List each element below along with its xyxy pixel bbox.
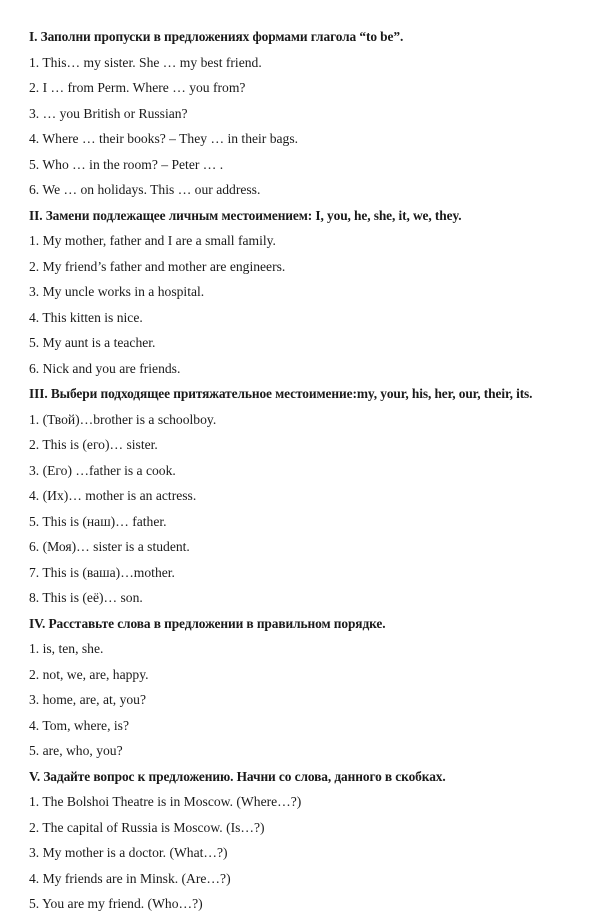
section-1-item-5: 5. Who … in the room? – Peter … .: [29, 156, 224, 172]
section-5-heading: V. Задайте вопрос к предложению. Начни со слова, данного в скобках.: [29, 768, 446, 784]
section-3-item-5: 5. This is (наш)… father.: [29, 513, 167, 529]
section-4-item-3: 3. home, are, at, you?: [29, 692, 147, 707]
section-1-item-1: 1. This… my sister. She … my best friend.: [29, 54, 262, 70]
section-2-item-5: 5. My aunt is a teacher.: [29, 335, 156, 350]
section-2-item-2: 2. My friend’s father and mother are engineers.: [29, 258, 286, 274]
section-4-item-5: 5. are, who, you?: [29, 743, 123, 758]
section-5-item-4: 4. My friends are in Minsk. (Are…?): [29, 870, 231, 886]
section-5-item-1: 1. The Bolshoi Theatre is in Moscow. (Where…?): [29, 794, 302, 809]
section-3-item-6: 6. (Моя)… sister is a student.: [29, 539, 190, 554]
section-3-item-7: 7. This is (ваша)…mother.: [29, 564, 175, 580]
section-1-item-6: 6. We … on holidays. This … our address.: [29, 182, 261, 197]
section-3-item-8: 8. This is (её)… son.: [29, 590, 143, 605]
section-3-item-4: 4. (Их)… mother is an actress.: [29, 488, 197, 503]
section-3-item-3: 3. (Его) …father is a cook.: [29, 462, 176, 478]
section-3-heading: III. Выбери подходящее притяжательное местоимение:my, your, his, her, our, their, its.: [29, 386, 533, 401]
section-5-item-5: 5. You are my friend. (Who…?): [29, 896, 203, 911]
section-3-item-1: 1. (Твой)…brother is a schoolboy.: [29, 411, 217, 427]
section-1-heading: I. Заполни пропуски в предложениях формами глагола “to be”.: [29, 29, 404, 44]
section-5-item-3: 3. My mother is a doctor. (What…?): [29, 845, 228, 860]
section-4-item-1: 1. is, ten, she.: [29, 641, 104, 656]
section-1-item-2: 2. I … from Perm. Where … you from?: [29, 80, 246, 95]
section-3-item-2: 2. This is (его)… sister.: [29, 437, 158, 452]
section-4-heading: IV. Расставьте слова в предложении в правильном порядке.: [29, 615, 386, 631]
section-2-item-4: 4. This kitten is nice.: [29, 309, 143, 325]
section-2-item-1: 1. My mother, father and I are a small family.: [29, 233, 276, 248]
section-4-item-4: 4. Tom, where, is?: [29, 717, 129, 733]
section-1-item-3: 3. … you British or Russian?: [29, 105, 188, 121]
section-5-item-2: 2. The capital of Russia is Moscow. (Is…?): [29, 819, 265, 835]
section-1-item-4: 4. Where … their books? – They … in their bags.: [29, 131, 299, 146]
section-4-item-2: 2. not, we, are, happy.: [29, 666, 149, 682]
section-2-heading: II. Замени подлежащее личным местоимением: I, you, he, she, it, we, they.: [29, 207, 462, 223]
section-2-item-3: 3. My uncle works in a hospital.: [29, 284, 205, 299]
section-2-item-6: 6. Nick and you are friends.: [29, 360, 181, 376]
